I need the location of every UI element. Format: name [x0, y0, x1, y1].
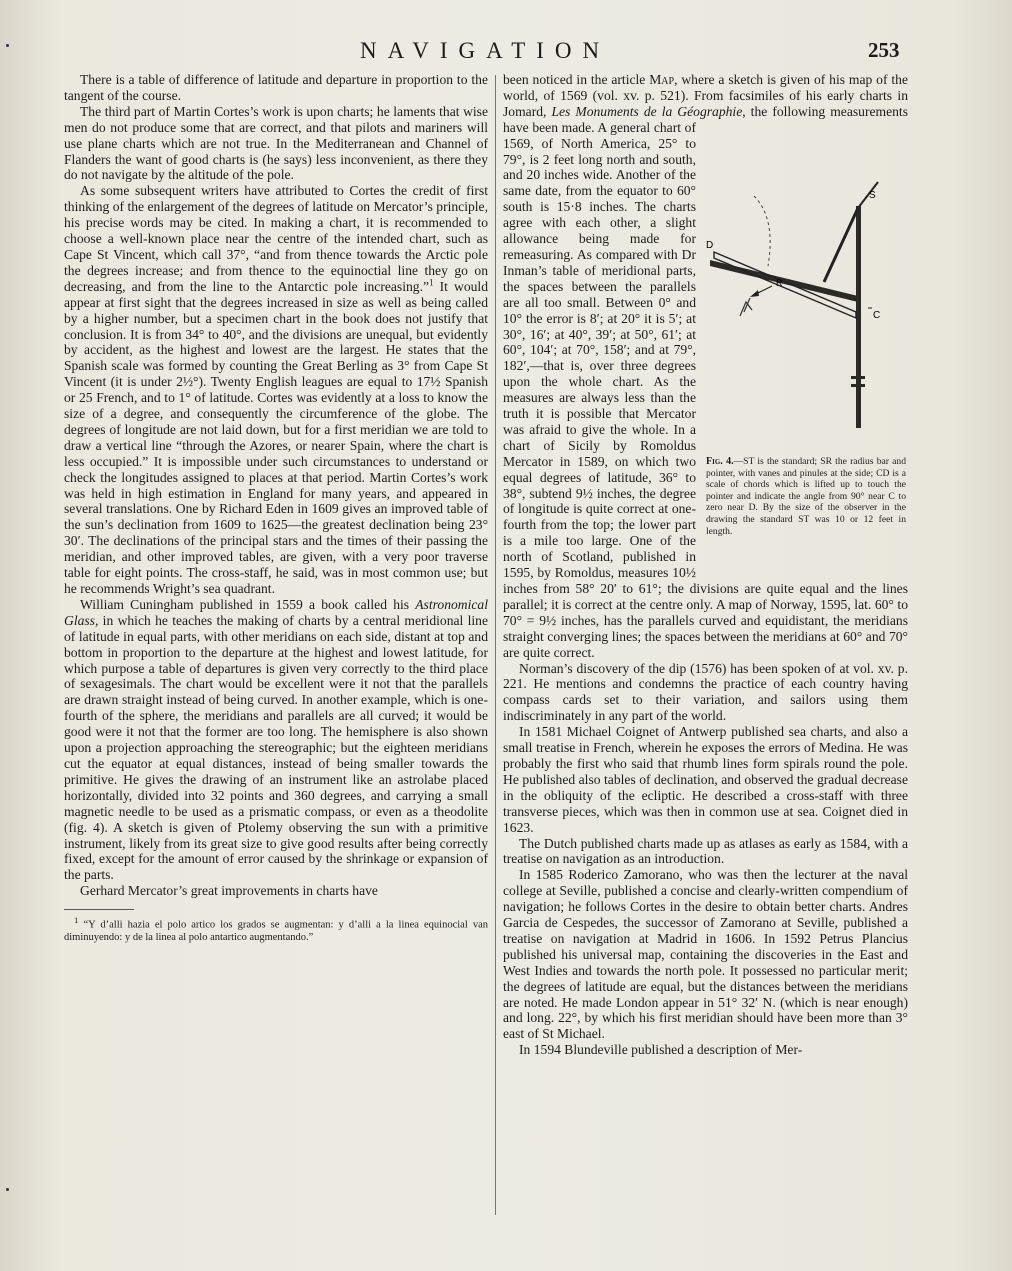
footnote-divider: [64, 909, 134, 910]
paragraph: Norman’s discovery of the dip (1576) has been spoken of at vol. xv. p. 221. He mentions and condemns the practice of each country having compass cards set to their variation, and sailors using them indiscriminately in any part of the world.: [503, 660, 908, 724]
paragraph-text: , where a sketch is given of his map of the world, of 1569 (vol. xv. p. 521). From facsimiles of his early charts in Jomard,: [503, 72, 908, 119]
footnote-reference[interactable]: 1: [429, 277, 434, 288]
figure-caption-label: Fig. 4.: [706, 456, 734, 467]
cross-staff-illustration: [706, 178, 910, 448]
figure-caption-text: —ST is the standard; SR the radius bar and pointer, with vanes and pinules at the side; CD is a scale of chords which is lifted up to touch the pointer and indicate the angle from 90° near C to zero near D. By the size of the observer in the drawing the standard ST was 10 or 12 feet in length.: [706, 456, 907, 537]
paragraph-text: As some subsequent writers have attributed to Cortes the credit of first thinking of the enlargement of the degrees of latitude on Mercator’s principle, his precise words may be cited. In making a chart, it is recommended to choose a well-known place near the centre of the intended chart, such as Cape St Vincent, which call 37°, “and from thence towards the Arctic pole the degrees increase; and from thence to the equinoctial line they go on decreasing, and from the line to the Antarctic pole increasing.”: [64, 183, 488, 294]
column-divider: [495, 75, 496, 1215]
book-title: Astronomical Glass: [64, 596, 488, 628]
page-number: 253: [868, 38, 900, 62]
paragraph-text: It would appear at first sight that the degrees increased in size as well as being called by a higher number, but a specimen chart in the book does not justify that conclusion. It is from 34° to 40°, and the divisions are unequal, but evidently by accident, as the highest and lowest are the largest. He states that the Spanish scale was formed by counting the Great Berling as 3° from Cape St Vincent (it is under 2½°). Twenty English leagues are equal to 17½ Spanish or 25 French, and to 1° of latitude. Cortes was evidently at a loss to know the size of a degree, and consequently the circumference of the globe. The degrees of longitude are not laid down, but for a first meridian we are told to draw a vertical line “through the Azores, or nearer Spain, where the chart is less occupied.” It is impossible under such circumstances to understand or check the longitudes assigned to places at that period. Martin Cortes’s work was held in high estimation in England for many years, and appeared in several translations. One by Richard Eden in 1609 gives an improved table of the sun’s declination from 1609 to 1625—the greatest declination being 23° 30′. The declinations of the principal stars and the times of their passing the meridian, and other improved tables, are given, with a very poor traverse table for eight points. The cross-staff, he said, was in most common use; but he recommends Wright’s sea quadrant.: [64, 278, 488, 596]
edge-mark: [6, 44, 9, 47]
figure-4: [706, 178, 910, 598]
paragraph-text: been noticed in the article: [503, 72, 650, 87]
standard-staff: [856, 206, 861, 428]
label-s: S: [869, 190, 876, 201]
radius-strut: [824, 208, 858, 282]
paragraph: Gerhard Mercator’s great improvements in charts have: [80, 883, 378, 899]
paragraph: In 1581 Michael Coignet of Antwerp published sea charts, and also a small treatise in French, wherein he exposes the errors of Medina. He was probably the first who said that rhumb lines form spirals round the pole. He published also tables of declination, and observed the gradual decrease in the obliquity of the ecliptic. He described a cross-staff with three transverse pieces, which was then in common use at sea. Coignet died in 1623.: [503, 724, 908, 835]
arc-line: [754, 196, 770, 266]
running-head-title: NAVIGATION: [360, 38, 611, 63]
paragraph: There is a table of difference of latitude and departure in proportion to the tangent of the course.: [64, 72, 488, 103]
label-c: C: [873, 310, 881, 321]
paragraph-text: , the following measurements have been made. A general chart of 1569, of North America, 25° to 79°, is 2 feet long north and south, and 20 inches wide. Another of the same date, from the equator to 60° south is 15·8 inches. The charts agree with each other, a slight allowance being made for remeasuring. As compared with Dr Inman’s table of meridional parts, the spaces between the parallels are all too small. Between 0° and 10° the error is 8′; at 20° it is 5′; at 30°, 16′; at 40°, 39′; at 50°, 61′; at 60°, 104′; at 70°, 158′; and at 79°, 182′,—that is, over three degrees upon the whole chart. As the measures are always less than the truth it is possible that Mercator was afraid to give the whole. In a chart of Sicily by Romoldus Mercator in 1589, on which two equal degrees of latitude, 36° to 38°, subtend 9½ inches, the degree of longitude is quite correct at one-fourth from the top; the lower part is a mile too large. One of the north of Scotland, published in 1595, by Romoldus, measures 10½ inches from 58° 20′ to 61°; the divisions are quite equal and the lines parallel; it is correct at the centre only. A map of Norway, 1595, lat. 60° to 70° = 9½ inches, has the parallels curved and equidistant, the meridians straight converging lines; the spaces between the meridians at 60° and 70° are quite correct.: [503, 103, 908, 660]
paragraph-text: , in which he teaches the making of charts by a central meridional line of latitude in equal parts, with other meridians on each side, distant at top and bottom in proportion to the departure at the highest and lowest latitude, for which purpose a table of departures is given very correctly to the third place of sexagesimals. The chart would be excellent were it not that the parallels are drawn straight instead of being curved. In another example, which is one-fourth of the sphere, the meridians and parallels are all curved; it would be good were it not that the former are too long. The hemisphere is also shown upon a projection approaching the stereographic; but the eighteen meridians cut the equator at equal distances, instead of being smaller towards the primitive. He gives the drawing of an instrument like an astrolabe placed horizontally, divided into 32 points and 360 degrees, and carrying a small magnetic needle to be used as a prismatic compass, or even as a theodolite (fig. 4). A sketch is given of Ptolemy observing the sun with a primitive instrument, likely from its great size to give good results after being correctly fixed, except for the amount of error caused by the shrinkage or expansion of the parts.: [64, 612, 488, 883]
paragraph: The Dutch published charts made up as atlases as early as 1584, with a treatise on navigation as an introduction.: [503, 835, 908, 867]
article-reference[interactable]: Map: [649, 72, 675, 87]
paragraph: [64, 183, 488, 597]
label-r: R: [776, 278, 783, 288]
vane-pinule: [740, 298, 752, 316]
pointer-arrowhead: [750, 290, 759, 297]
paragraph: [64, 597, 488, 883]
left-column: [64, 72, 488, 944]
staff-collar: [851, 376, 865, 379]
paragraph: In 1594 Blundeville published a description of Mer-: [519, 1042, 803, 1058]
footnote-mark: 1: [74, 915, 79, 926]
footnote: [64, 914, 488, 944]
figure-caption: [706, 456, 906, 537]
paragraph: In 1585 Roderico Zamorano, who was then the lecturer at the naval college at Seville, published a concise and clearly-written compendium of navigation; he follows Cortes in the desire to obtain better charts. Andres Garcia de Cespedes, the successor of Zamorano at Seville, published a treatise on navigation at Madrid in 1606. In 1592 Petrus Plancius published his universal map, containing the discoveries in the East and West Indies and towards the north pole. It possessed no particular merit; the degrees of latitude are equal, but the distances between the meridians are noted. He made London appear in 51° 32′ N. (which is near enough) and long. 22°, by which his first meridian should have been more than 3° east of St Michael.: [503, 867, 908, 1042]
footnote-text: “Y d’alli hazia el polo artico los grados se augmentan: y d’alli a la linea equinocial van diminuyendo: y de la linea al polo antartico augmentando.”: [64, 919, 488, 943]
label-d: D: [706, 240, 714, 251]
paragraph: The third part of Martin Cortes’s work is upon charts; he laments that wise men do not produce some that are correct, and that pilots and mariners will use plane charts which are not true. In the Mediterranean and Channel of Flanders the want of good charts is (he says) less inconvenient, as there they do not navigate by the altitude of the pole.: [64, 103, 488, 183]
staff-collar: [851, 384, 865, 387]
book-title: Les Monuments de la Géographie: [551, 103, 743, 119]
paragraph-text: William Cuningham published in 1559 a book called his: [80, 596, 416, 612]
edge-mark: [6, 1188, 9, 1191]
